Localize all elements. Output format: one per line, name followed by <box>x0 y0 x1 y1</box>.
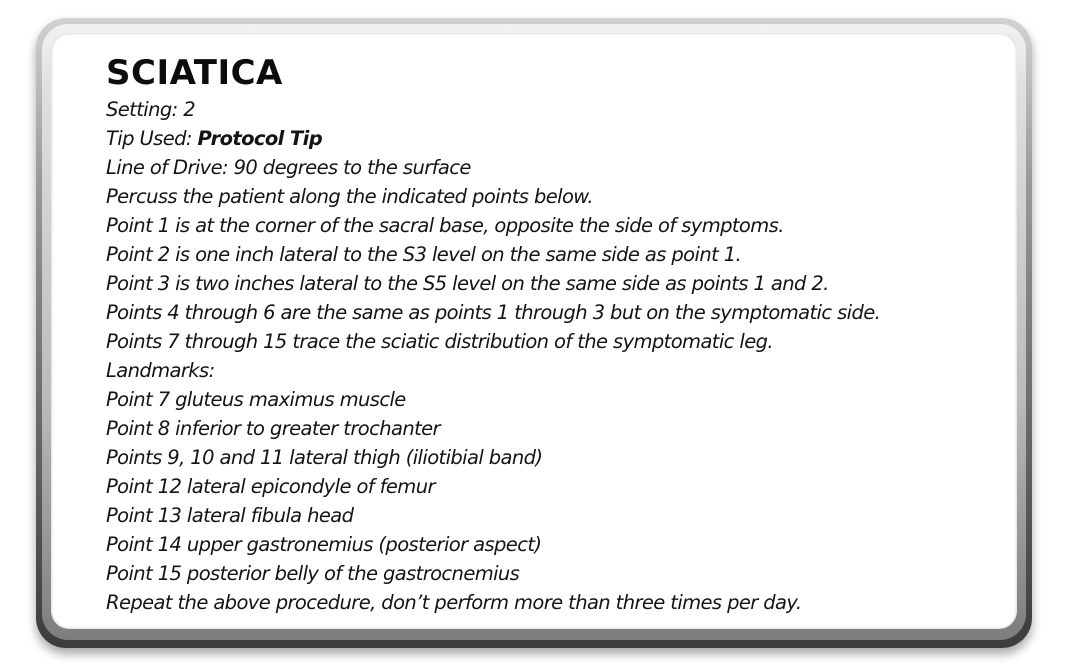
tip-line <box>106 124 997 153</box>
instruction-percuss: Percuss the patient along the indicated points below. <box>106 185 593 208</box>
landmark-point-15: Point 15 posterior belly of the gastrocnemius <box>106 562 520 585</box>
instruction-list <box>106 95 997 617</box>
instruction-points-4-6: Points 4 through 6 are the same as points 1 through 3 but on the symptomatic side. <box>106 301 881 324</box>
instruction-points-7-15: Points 7 through 15 trace the sciatic distribution of the symptomatic leg. <box>106 330 773 353</box>
info-card <box>51 33 1017 629</box>
instruction-point-1: Point 1 is at the corner of the sacral base, opposite the side of symptoms. <box>106 214 784 237</box>
landmark-point-7: Point 7 gluteus maximus muscle <box>106 388 406 411</box>
landmark-point-12: Point 12 lateral epicondyle of femur <box>106 475 435 498</box>
landmark-point-8: Point 8 inferior to greater trochanter <box>106 417 440 440</box>
instruction-point-3: Point 3 is two inches lateral to the S5 level on the same side as points 1 and 2. <box>106 272 829 295</box>
card-title: SCIATICA <box>106 53 283 93</box>
landmark-point-13: Point 13 lateral fibula head <box>106 504 354 527</box>
instruction-point-2: Point 2 is one inch lateral to the S3 level on the same side as point 1. <box>106 243 742 266</box>
repeat-instruction: Repeat the above procedure, don’t perform more than three times per day. <box>106 591 802 614</box>
setting-line: Setting: 2 <box>106 98 195 121</box>
landmarks-heading: Landmarks: <box>106 359 215 382</box>
tip-value: Protocol Tip <box>197 127 323 150</box>
line-of-drive: Line of Drive: 90 degrees to the surface <box>106 156 471 179</box>
landmark-point-14: Point 14 upper gastronemius (posterior aspect) <box>106 533 542 556</box>
card-content <box>106 51 997 617</box>
landmark-points-9-11: Points 9, 10 and 11 lateral thigh (iliotibial band) <box>106 446 543 469</box>
tip-label: Tip Used: <box>106 127 198 150</box>
